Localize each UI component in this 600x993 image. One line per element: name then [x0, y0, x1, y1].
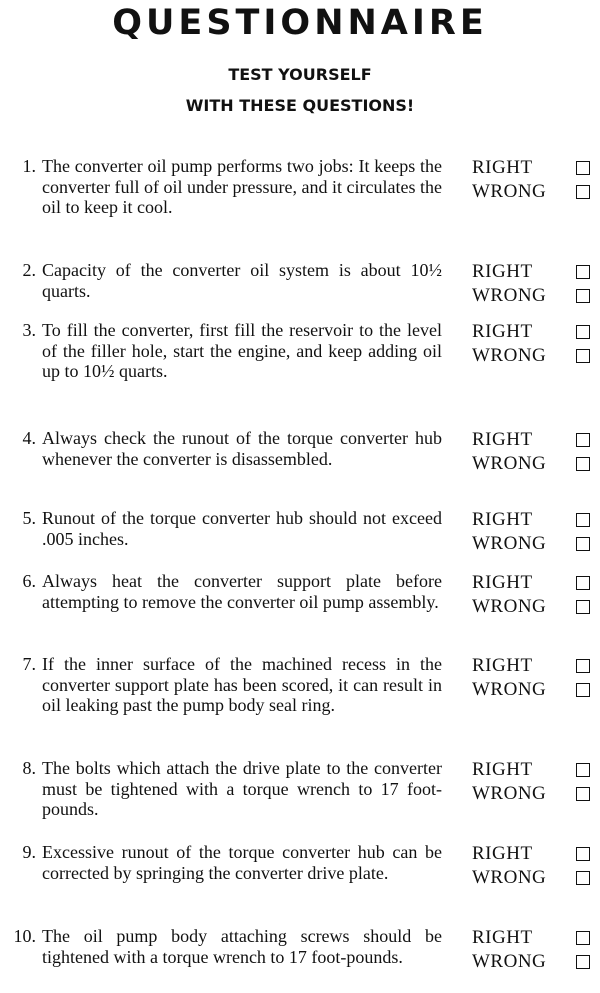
question-number: 4.: [22, 428, 36, 448]
answer-wrong[interactable]: [472, 678, 594, 702]
answer-right[interactable]: [472, 758, 594, 782]
subtitle-line-2: WITH THESE QUESTIONS!: [185, 96, 415, 115]
question-number: 5.: [22, 508, 36, 528]
answer-options: [472, 260, 594, 308]
wrong-checkbox[interactable]: [576, 349, 590, 363]
question-text: Capacity of the converter oil system is about 10½ quarts.: [42, 260, 442, 301]
question-number: 1.: [22, 156, 36, 176]
answer-options: [472, 654, 594, 702]
question-text: Always check the runout of the torque converter hub whenever the converter is disassembled.: [42, 428, 442, 469]
right-label: RIGHT: [472, 759, 533, 780]
right-label: RIGHT: [472, 429, 533, 450]
answer-options: [472, 156, 594, 204]
answer-right[interactable]: [472, 428, 594, 452]
wrong-checkbox[interactable]: [576, 537, 590, 551]
answer-options: [472, 758, 594, 806]
answer-right[interactable]: [472, 260, 594, 284]
right-checkbox[interactable]: [576, 931, 590, 945]
right-checkbox[interactable]: [576, 433, 590, 447]
answer-options: [472, 320, 594, 368]
wrong-label: WRONG: [472, 181, 547, 202]
question-number: 6.: [22, 571, 36, 591]
right-checkbox[interactable]: [576, 265, 590, 279]
right-label: RIGHT: [472, 261, 533, 282]
answer-wrong[interactable]: [472, 452, 594, 476]
question-text: Always heat the converter support plate before attempting to remove the converter oil pump assembly.: [42, 571, 442, 612]
wrong-checkbox[interactable]: [576, 871, 590, 885]
answer-wrong[interactable]: [472, 180, 594, 204]
question-text: Excessive runout of the torque converter hub can be corrected by springing the converter drive plate.: [42, 842, 442, 883]
question-number: 8.: [22, 758, 36, 778]
answer-options: [472, 926, 594, 974]
wrong-label: WRONG: [472, 596, 547, 617]
question-text: To fill the converter, first fill the reservoir to the level of the filler hole, start the engine, and keep adding oil up to 10½ quarts.: [42, 320, 442, 381]
right-checkbox[interactable]: [576, 847, 590, 861]
right-label: RIGHT: [472, 157, 533, 178]
right-label: RIGHT: [472, 321, 533, 342]
right-label: RIGHT: [472, 843, 533, 864]
question-text: If the inner surface of the machined recess in the converter support plate has been scored, it can result in oil leaking past the pump body seal ring.: [42, 654, 442, 715]
wrong-checkbox[interactable]: [576, 683, 590, 697]
page-title: QUESTIONNAIRE: [112, 3, 488, 43]
wrong-checkbox[interactable]: [576, 787, 590, 801]
wrong-label: WRONG: [472, 345, 547, 366]
answer-wrong[interactable]: [472, 595, 594, 619]
right-checkbox[interactable]: [576, 763, 590, 777]
answer-wrong[interactable]: [472, 532, 594, 556]
question-text: Runout of the torque converter hub should not exceed .005 inches.: [42, 508, 442, 549]
right-label: RIGHT: [472, 572, 533, 593]
answer-options: [472, 842, 594, 890]
answer-options: [472, 428, 594, 476]
right-label: RIGHT: [472, 927, 533, 948]
right-checkbox[interactable]: [576, 659, 590, 673]
answer-right[interactable]: [472, 654, 594, 678]
answer-right[interactable]: [472, 571, 594, 595]
question-text: The converter oil pump performs two jobs: It keeps the converter full of oil under pressure, and it circulates the oil to keep it cool.: [42, 156, 442, 217]
answer-wrong[interactable]: [472, 344, 594, 368]
question-number: 9.: [22, 842, 36, 862]
question-number: 10.: [13, 926, 36, 946]
answer-right[interactable]: [472, 842, 594, 866]
wrong-label: WRONG: [472, 867, 547, 888]
wrong-label: WRONG: [472, 533, 547, 554]
right-checkbox[interactable]: [576, 513, 590, 527]
question-number: 2.: [22, 260, 36, 280]
wrong-label: WRONG: [472, 951, 547, 972]
wrong-checkbox[interactable]: [576, 457, 590, 471]
answer-wrong[interactable]: [472, 782, 594, 806]
answer-right[interactable]: [472, 508, 594, 532]
right-checkbox[interactable]: [576, 576, 590, 590]
question-text: The bolts which attach the drive plate to the converter must be tightened with a torque wrench to 17 foot-pounds.: [42, 758, 442, 819]
answer-right[interactable]: [472, 156, 594, 180]
question-number: 3.: [22, 320, 36, 340]
wrong-label: WRONG: [472, 679, 547, 700]
question-number: 7.: [22, 654, 36, 674]
answer-wrong[interactable]: [472, 950, 594, 974]
wrong-label: WRONG: [472, 285, 547, 306]
subtitle-line-1: TEST YOURSELF: [228, 65, 372, 84]
wrong-checkbox[interactable]: [576, 600, 590, 614]
right-checkbox[interactable]: [576, 161, 590, 175]
answer-wrong[interactable]: [472, 866, 594, 890]
wrong-checkbox[interactable]: [576, 185, 590, 199]
answer-right[interactable]: [472, 320, 594, 344]
right-label: RIGHT: [472, 509, 533, 530]
answer-options: [472, 571, 594, 619]
right-label: RIGHT: [472, 655, 533, 676]
answer-options: [472, 508, 594, 556]
question-text: The oil pump body attaching screws should be tightened with a torque wrench to 17 foot-pounds.: [42, 926, 442, 967]
wrong-checkbox[interactable]: [576, 955, 590, 969]
wrong-label: WRONG: [472, 453, 547, 474]
answer-right[interactable]: [472, 926, 594, 950]
wrong-label: WRONG: [472, 783, 547, 804]
answer-wrong[interactable]: [472, 284, 594, 308]
right-checkbox[interactable]: [576, 325, 590, 339]
wrong-checkbox[interactable]: [576, 289, 590, 303]
